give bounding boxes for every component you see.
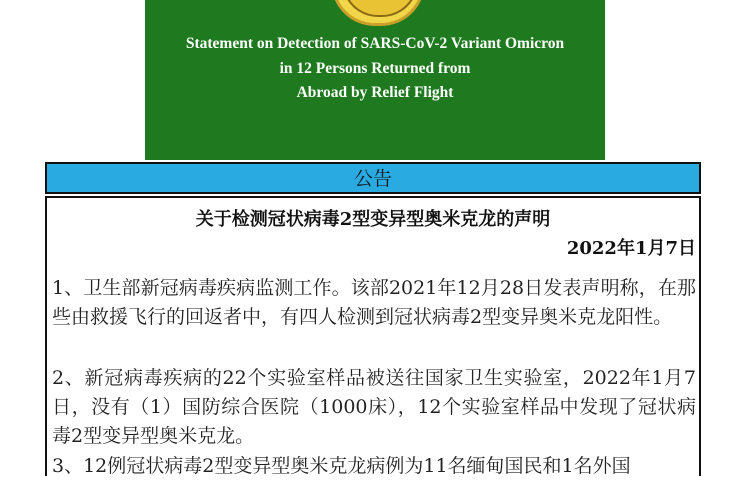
statement-body bbox=[45, 196, 701, 476]
paragraph-2: 2、新冠病毒疾病的22个实验室样品被送往国家卫生实验室，2022年1月7日，没有（1）国防综合医院（1000床），12个实验室样品中发现了冠状病毒2型变异型奥米克龙。 bbox=[52, 367, 696, 447]
banner-title-line-3: Abroad by Relief Flight bbox=[296, 84, 454, 101]
banner-title-line-1: Statement on Detection of SARS-CoV-2 Variant Omicron bbox=[185, 35, 565, 52]
paragraph-1: 1、卫生部新冠病毒疾病监测工作。该部2021年12月28日发表声明称，在那些由救援飞行的回返者中，有四人检测到冠状病毒2型变异奥米克龙阳性。 bbox=[52, 277, 696, 328]
paragraph-3: 3、12例冠状病毒2型变异型奥米克龙病例为11名缅甸国民和1名外国 bbox=[52, 455, 631, 477]
notice-label: 公告 bbox=[353, 168, 392, 190]
seal-inner-ring bbox=[342, 0, 418, 17]
statement-title: 关于检测冠状病毒2型变异型奥米克龙的声明 bbox=[195, 209, 551, 230]
banner-title-line-2: in 12 Persons Returned from bbox=[279, 59, 471, 77]
banner-title bbox=[145, 32, 605, 106]
notice-bar bbox=[45, 162, 701, 194]
statement-date: 2022年1月7日 bbox=[566, 238, 696, 259]
